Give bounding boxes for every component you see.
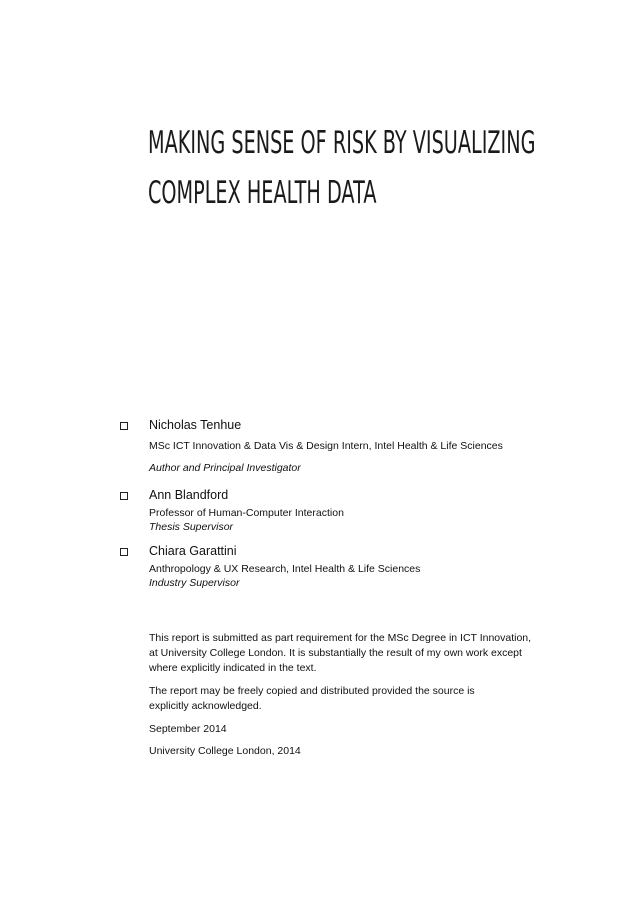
title-line-2: COMPLEX HEALTH DATA: [148, 175, 377, 211]
copy-paragraph: [149, 684, 569, 714]
contributor-thesis-supervisor: [120, 488, 344, 534]
submission-paragraph: [149, 631, 569, 676]
contributor-role: MSc ICT Innovation & Data Vis & Design Intern, Intel Health & Life Sciences: [149, 440, 503, 452]
square-bullet-icon: [120, 422, 128, 430]
copy-line: The report may be freely copied and distributed provided the source is: [149, 685, 475, 697]
title-line-1: MAKING SENSE OF RISK BY VISUALIZING: [148, 125, 536, 161]
contributor-role: Anthropology & UX Research, Intel Health & Life Sciences: [149, 563, 421, 575]
institution-line: University College London, 2014: [149, 745, 301, 757]
submission-statement: [149, 631, 569, 767]
contributor-function: Industry Supervisor: [149, 577, 240, 589]
submission-date: September 2014: [149, 723, 227, 735]
square-bullet-icon: [120, 492, 128, 500]
contributor-name: Chiara Garattini: [149, 544, 237, 558]
contributor-role: Professor of Human-Computer Interaction: [149, 507, 344, 519]
submission-line: This report is submitted as part requirement for the MSc Degree in ICT Innovation,: [149, 632, 532, 644]
square-bullet-icon: [120, 548, 128, 556]
copy-line: explicitly acknowledged.: [149, 700, 262, 712]
submission-line: where explicitly indicated in the text.: [149, 662, 317, 674]
contributor-function: Thesis Supervisor: [149, 521, 234, 533]
document-title: [148, 118, 619, 218]
contributor-function: Author and Principal Investigator: [149, 462, 301, 474]
contributor-name: Ann Blandford: [149, 488, 229, 502]
contributor-name: Nicholas Tenhue: [149, 418, 242, 432]
contributor-author: [120, 418, 503, 475]
contributor-industry-supervisor: [120, 544, 420, 590]
submission-line: at University College London. It is substantially the result of my own work except: [149, 647, 522, 659]
